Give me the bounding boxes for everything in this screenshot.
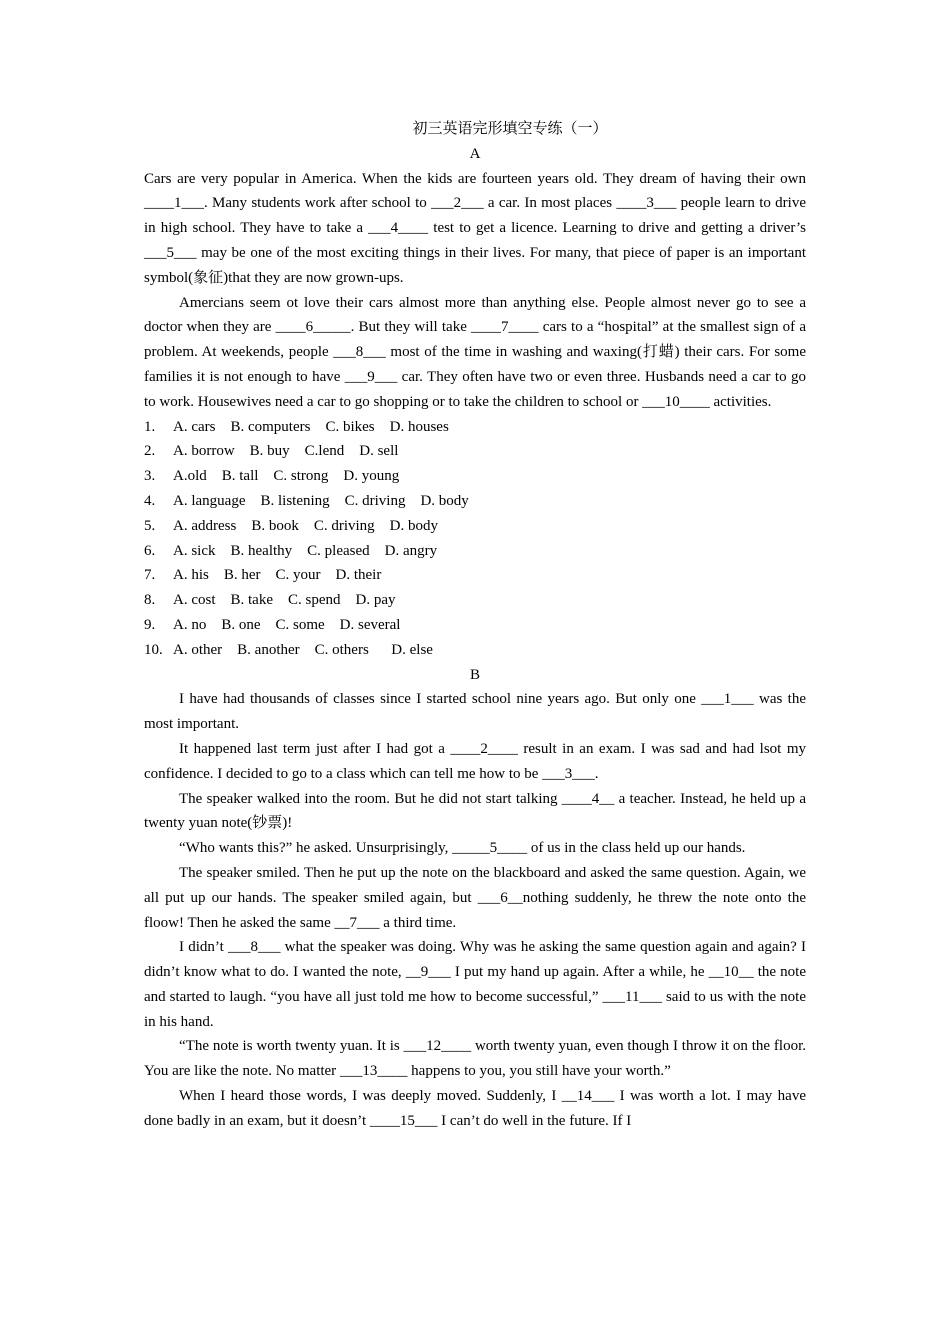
option-choices: A. address B. book C. driving D. body bbox=[173, 517, 438, 534]
section-a-paragraph: Amercians seem ot love their cars almost more than anything else. People almost never go to see a doctor when they are ____6_____. But they will take ____7____ cars to a “hospital” at the smallest sign of a problem. At weekends, people ___8___ most of the time in washing and waxing(打蜡) their cars. For some families it is not enough to have ___9___ car. They often have two or even three. Husbands need a car to go to work. Housewives need a car to go shopping or to take the children to school or ___10____ activities. bbox=[144, 294, 806, 410]
option-row bbox=[144, 588, 806, 613]
option-row bbox=[144, 539, 806, 564]
section-b-paragraph: When I heard those words, I was deeply moved. Suddenly, I __14___ I was worth a lot. I may have done badly in an exam, but it doesn’t ____15___ I can’t do well in the future. If I bbox=[144, 1088, 806, 1129]
option-number: 1. bbox=[144, 418, 156, 435]
option-row bbox=[144, 613, 806, 638]
option-row bbox=[144, 638, 806, 663]
option-number: 2. bbox=[144, 443, 156, 460]
option-number: 8. bbox=[144, 592, 156, 609]
option-choices: A. no B. one C. some D. several bbox=[173, 616, 401, 633]
section-a-heading: A bbox=[469, 145, 481, 162]
section-b-paragraph: I didn’t ___8___ what the speaker was doing. Why was he asking the same question again and again? I didn’t know what to do. I wanted the note, __9___ I put my hand up again. After a while, he __10__ the note and started to laugh. “you have all just told me how to become successful,” ___11___ said to us with the note in his hand. bbox=[144, 939, 806, 1030]
section-b-paragraph: I have had thousands of classes since I started school nine years ago. But only one ___1___ was the most important. bbox=[144, 691, 806, 733]
option-row bbox=[144, 489, 806, 514]
option-choices: A. cars B. computers C. bikes D. houses bbox=[173, 418, 449, 435]
option-number: 4. bbox=[144, 492, 156, 509]
option-row bbox=[144, 464, 806, 489]
section-a-options bbox=[144, 415, 806, 663]
section-b-paragraph: “Who wants this?” he asked. Unsurprisingly, _____5____ of us in the class held up our hands. bbox=[179, 840, 746, 857]
option-choices: A. language B. listening C. driving D. body bbox=[173, 492, 469, 509]
option-number: 3. bbox=[144, 468, 156, 485]
option-choices: A.old B. tall C. strong D. young bbox=[173, 468, 400, 485]
section-b-heading: B bbox=[469, 666, 480, 683]
document-page bbox=[144, 117, 806, 1134]
option-row bbox=[144, 563, 806, 588]
page-title: 初三英语完形填空专练（一） bbox=[412, 121, 608, 137]
option-choices: A. sick B. healthy C. pleased D. angry bbox=[173, 542, 438, 559]
option-number: 5. bbox=[144, 517, 156, 534]
option-number: 9. bbox=[144, 616, 156, 633]
section-a-paragraph: Cars are very popular in America. When the kids are fourteen years old. They dream of having their own ____1___. Many students work after school to ___2___ a car. In most places ____3___ people learn to drive in high school. They have to take a ___4____ test to get a licence. Learning to drive and getting a driver’s ___5___ may be one of the most exciting things in their lives. For many, that piece of paper is an important symbol(象征)that they are now grown-ups. bbox=[144, 170, 806, 286]
section-b-paragraph: The speaker walked into the room. But he did not start talking ____4__ a teacher. Instead, he held up a twenty yuan note(钞票)! bbox=[144, 790, 806, 832]
option-number: 6. bbox=[144, 542, 156, 559]
option-number: 10. bbox=[144, 641, 163, 658]
option-choices: A. cost B. take C. spend D. pay bbox=[173, 592, 396, 609]
option-number: 7. bbox=[144, 567, 156, 584]
section-b-paragraph: The speaker smiled. Then he put up the note on the blackboard and asked the same question. Again, we all put up our hands. The speaker smiled again, but ___6__nothing suddenly, he threw the note onto the floow! Then he asked the same __7___ a third time. bbox=[144, 864, 806, 931]
section-b-paragraph: It happened last term just after I had got a ____2____ result in an exam. I was sad and had lsot my confidence. I decided to go to a class which can tell me how to be ___3___. bbox=[144, 740, 806, 782]
option-row bbox=[144, 439, 806, 464]
option-choices: A. his B. her C. your D. their bbox=[173, 567, 382, 584]
option-choices: A. other B. another C. others D. else bbox=[173, 641, 433, 658]
option-row bbox=[144, 415, 806, 440]
option-row bbox=[144, 514, 806, 539]
option-choices: A. borrow B. buy C.lend D. sell bbox=[173, 443, 399, 460]
section-b-paragraph: “The note is worth twenty yuan. It is ___12____ worth twenty yuan, even though I throw it on the floor. You are like the note. No matter ___13____ happens to you, you still have your worth.” bbox=[144, 1038, 806, 1080]
